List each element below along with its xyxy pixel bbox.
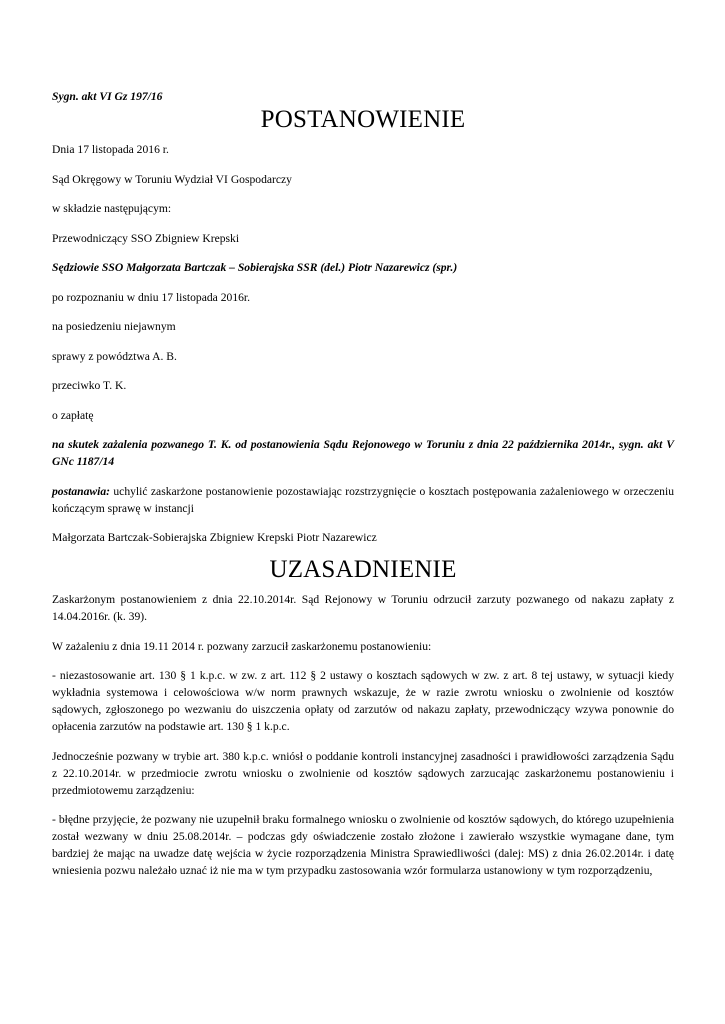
case-defendant: przeciwko T. K. <box>52 379 127 392</box>
examined-date: po rozpoznaniu w dniu 17 listopada 2016r. <box>52 290 251 304</box>
signatures: Małgorzata Bartczak-Sobierajska Zbigniew Krepski Piotr Nazarewicz <box>52 531 377 544</box>
justification-title: UZASADNIENIE <box>269 556 457 583</box>
document-title: POSTANOWIENIE <box>260 106 466 133</box>
justification-paragraph: W zażaleniu z dnia 19.11 2014 r. pozwany zarzucił zaskarżonemu postanowieniu: <box>52 639 432 653</box>
court-name: Sąd Okręgowy w Toruniu Wydział VI Gospodarczy <box>52 172 292 186</box>
composition-intro: w składzie następującym: <box>52 202 172 215</box>
justification-paragraph: - niezastosowanie art. 130 § 1 k.p.c. w zw. z art. 112 § 2 ustawy o kosztach sądowych w zw. z art. 8 tej ustawy, w sytuacji kiedy wykładnia systemowa i celowościowa w/w norm prawnych wskazuje, że w razie zwrotu wniosku o zwolnienie od kosztów sądowych, zgłoszonego po wezwaniu do uiszczenia opłaty od zarzutów od nakazu zapłaty, przewodniczący wzywa ponownie do opłacenia zarzutów na podstawie art. 130 § 1 k.p.c. <box>52 669 674 733</box>
ruling-text: uchylić zaskarżone postanowienie pozostawiając rozstrzygnięcie o kosztach postępowania zażaleniowego w orzeczeniu kończącym sprawę w instancji <box>52 484 674 515</box>
presiding-judge: Przewodniczący SSO Zbigniew Krepski <box>52 231 240 245</box>
date-line: Dnia 17 listopada 2016 r. <box>52 143 169 156</box>
case-subject: o zapłatę <box>52 408 94 422</box>
case-plaintiff: sprawy z powództwa A. B. <box>52 349 177 363</box>
document-page <box>52 88 674 892</box>
ruling-label: postanawia: <box>52 484 110 498</box>
case-signature: Sygn. akt VI Gz 197/16 <box>52 90 163 103</box>
justification-paragraph: - błędne przyjęcie, że pozwany nie uzupełnił braku formalnego wniosku o zwolnienie od kosztów sądowych, do którego uzupełnienia został wezwany w dniu 25.08.2014r. – podczas gdy oświadczenie zostało złożone i zawierało wszystkie wymagane dane, tym bardziej że mając na uwadze datę wejścia w życie rozporządzenia Ministra Sprawiedliwości (dalej: MS) z dnia 26.02.2014r. i datę wniesienia pozwu należało uznać iż nie ma w tym przypadku zastosowania wzór formularza ustanowiony w tym rozporządzeniu, <box>52 813 674 877</box>
session-type: na posiedzeniu niejawnym <box>52 320 176 333</box>
appeal-basis: na skutek zażalenia pozwanego T. K. od postanowienia Sądu Rejonowego w Toruniu z dnia 22 października 2014r., sygn. akt V GNc 1187/14 <box>52 438 674 468</box>
justification-paragraph: Zaskarżonym postanowieniem z dnia 22.10.2014r. Sąd Rejonowy w Toruniu odrzucił zarzuty pozwanego od nakazu zapłaty z 14.04.2016r. (k. 39). <box>52 593 674 623</box>
ruling <box>52 483 674 517</box>
judges-line: Sędziowie SSO Małgorzata Bartczak – Sobierajska SSR (del.) Piotr Nazarewicz (spr.) <box>52 261 458 274</box>
justification-paragraph: Jednocześnie pozwany w trybie art. 380 k.p.c. wniósł o poddanie kontroli instancyjnej zasadności i prawidłowości zarządzenia Sądu z 22.10.2014r. w przedmiocie zwrotu wniosku o zwolnienie od kosztów sądowych zarzucając zaskarżonemu postanowieniu i przedmiotowemu zarządzeniu: <box>52 749 674 797</box>
